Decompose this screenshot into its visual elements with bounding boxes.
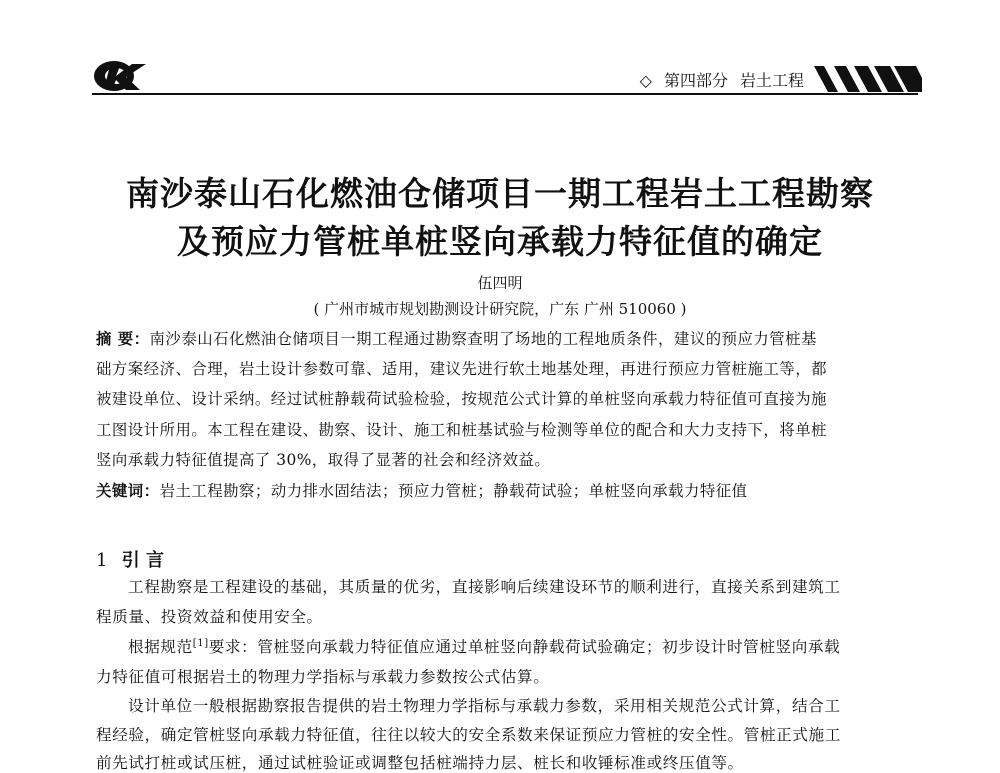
paper-title-line1: 南沙泰山石化燃油仓储项目一期工程岩土工程勘察 [126,174,874,213]
section-heading [96,546,164,572]
citation-ref: [1] [192,637,209,649]
abstract-line: 竖向承载力特征值提高了 30%，取得了显著的社会和经济效益。 [96,451,551,469]
body-line: 力特征值可根据岩土的物理力学指标与承载力参数按公式估算。 [96,668,550,686]
abstract-text: 南沙泰山石化燃油仓储项目一期工程通过勘察查明了场地的工程地质条件，建议的预应力管桩基 [149,330,817,348]
abstract-line: 工图设计所用。本工程在建设、勘察、设计、施工和桩基试验与检测等单位的配合和大力支持下，将单桩 [96,421,827,439]
affiliation: ( 广州市城市规划勘测设计研究院，广东 广州 510060 ) [313,300,687,318]
body-line: 前先试打桩或试压桩，通过试桩验证或调整包括桩端持力层、桩长和收锤标准或终压值等。 [96,754,744,772]
section-marker-icon: ◇ [639,71,652,90]
page-header [0,0,1000,110]
body-line: 程质量、投资效益和使用安全。 [96,608,323,626]
header-part: 第四部分 [663,71,728,90]
author: 伍四明 [477,274,523,292]
keywords-line [96,479,926,501]
keywords-label: 关键词： [96,482,160,500]
header-stripes-icon [812,66,922,92]
abstract-label: 摘 要： [96,330,150,348]
running-header [640,68,804,91]
section-title: 引 言 [121,550,165,571]
abstract-line: 础方案经济、合理，岩土设计参数可靠、适用，建议先进行软土地基处理，再进行预应力管桩施工等，都 [96,360,827,378]
keywords-text: 岩土工程勘察；动力排水固结法；预应力管桩；静载荷试验；单桩竖向承载力特征值 [159,482,748,500]
body-text: 要求：管桩竖向承载力特征值应通过单桩竖向静载荷试验确定；初步设计时管桩竖向承载 [208,638,841,656]
body-line [128,635,926,657]
body-text: 根据规范 [128,638,193,656]
paper-title-line2: 及预应力管桩单桩竖向承载力特征值的确定 [177,222,823,261]
header-topic: 岩土工程 [739,71,804,90]
body-line: 设计单位一般根据勘察报告提供的岩土物理力学指标与承载力参数，采用相关规范公式计算，结合工 [128,697,841,715]
header-rule [92,93,918,95]
abstract-line: 被建设单位、设计采纳。经过试桩静载荷试验检验，按规范公式计算的单桩竖向承载力特征值可直接为施 [96,390,827,408]
abstract-line [96,327,926,349]
body-line: 工程勘察是工程建设的基础，其质量的优劣，直接影响后续建设环节的顺利进行，直接关系到建筑工 [128,578,841,596]
journal-logo-icon [92,58,148,94]
section-number: 1 [96,550,108,571]
body-line: 程经验，确定管桩竖向承载力特征值，往往以较大的安全系数来保证预应力管桩的安全性。管桩正式施工 [96,726,841,744]
